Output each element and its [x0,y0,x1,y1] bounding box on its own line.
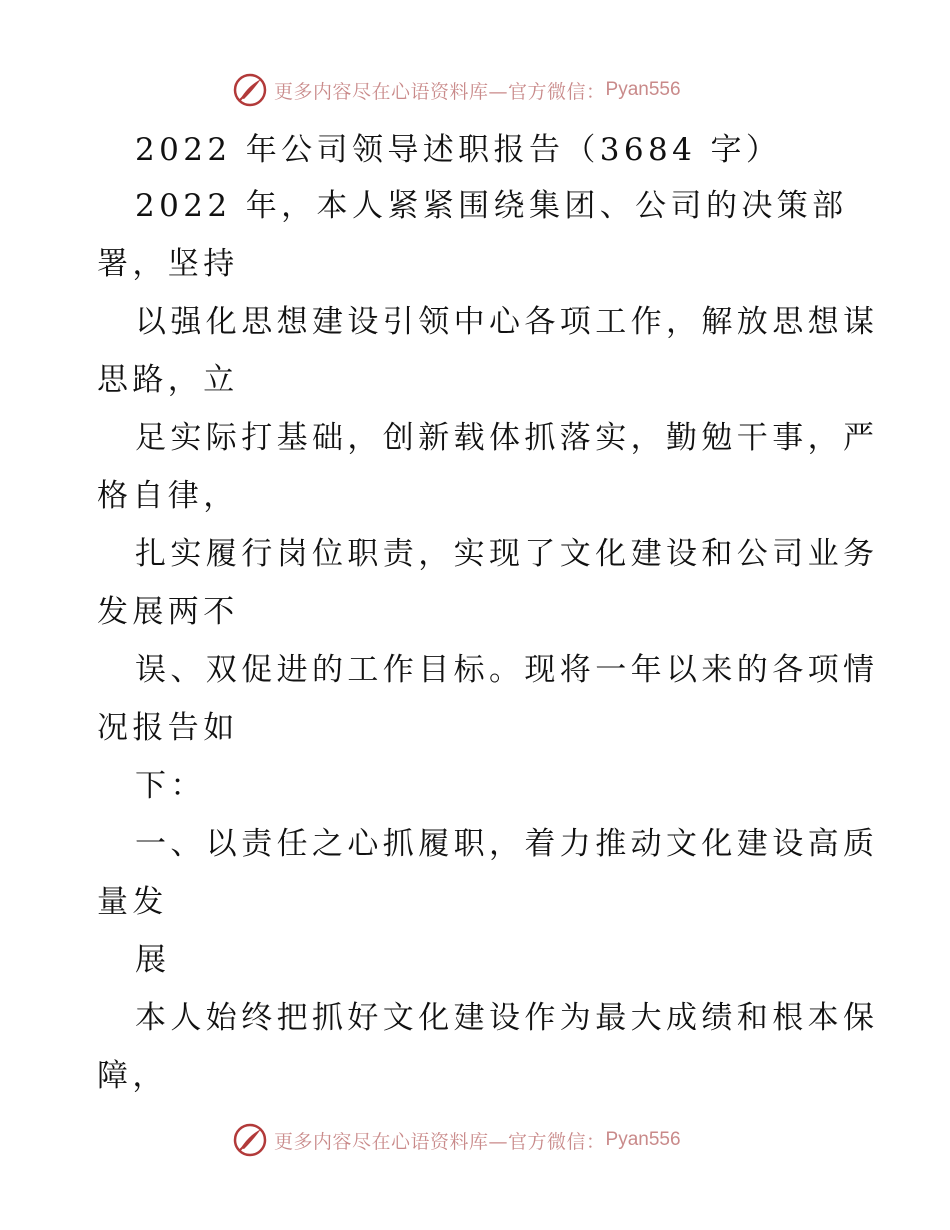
paragraph-line: 2022 年，本人紧紧围绕集团、公司的决策部 [135,188,848,224]
paragraph-line: 误、双促进的工作目标。现将一年以来的各项情 [135,652,879,688]
document-title: 2022 年公司领导述职报告（3684 字） [135,132,782,168]
footer-banner-text: 更多内容尽在心语资料库—官方微信： [274,1130,606,1153]
paragraph-line: 以强化思想建设引领中心各项工作，解放思想谋 [135,304,879,340]
paragraph-line: 障， [97,1058,168,1094]
paragraph-line: 署，坚持 [97,246,239,282]
paragraph-line: 思路，立 [97,362,239,398]
section-heading-line: 量发 [97,884,168,920]
paragraph-line: 况报告如 [97,710,239,746]
paragraph-line: 扎实履行岗位职责，实现了文化建设和公司业务 [135,536,879,572]
header-banner-wechat: Pyan556 [605,79,681,100]
section-heading-line: 一、以责任之心抓履职，着力推动文化建设高质 [135,826,879,862]
paragraph-line: 发展两不 [97,594,239,630]
header-banner [232,70,681,110]
quill-logo-icon [232,72,268,108]
quill-logo-icon [232,1122,268,1158]
header-banner-text: 更多内容尽在心语资料库—官方微信： [274,80,606,103]
footer-banner-wechat: Pyan556 [605,1129,681,1150]
section-heading-line: 展 [135,942,171,978]
paragraph-line: 本人始终把抓好文化建设作为最大成绩和根本保 [135,1000,879,1036]
paragraph-line: 格自律， [97,478,239,514]
paragraph-line: 下： [135,768,206,804]
paragraph-line: 足实际打基础，创新载体抓落实，勤勉干事，严 [135,420,879,456]
footer-banner [232,1120,681,1160]
